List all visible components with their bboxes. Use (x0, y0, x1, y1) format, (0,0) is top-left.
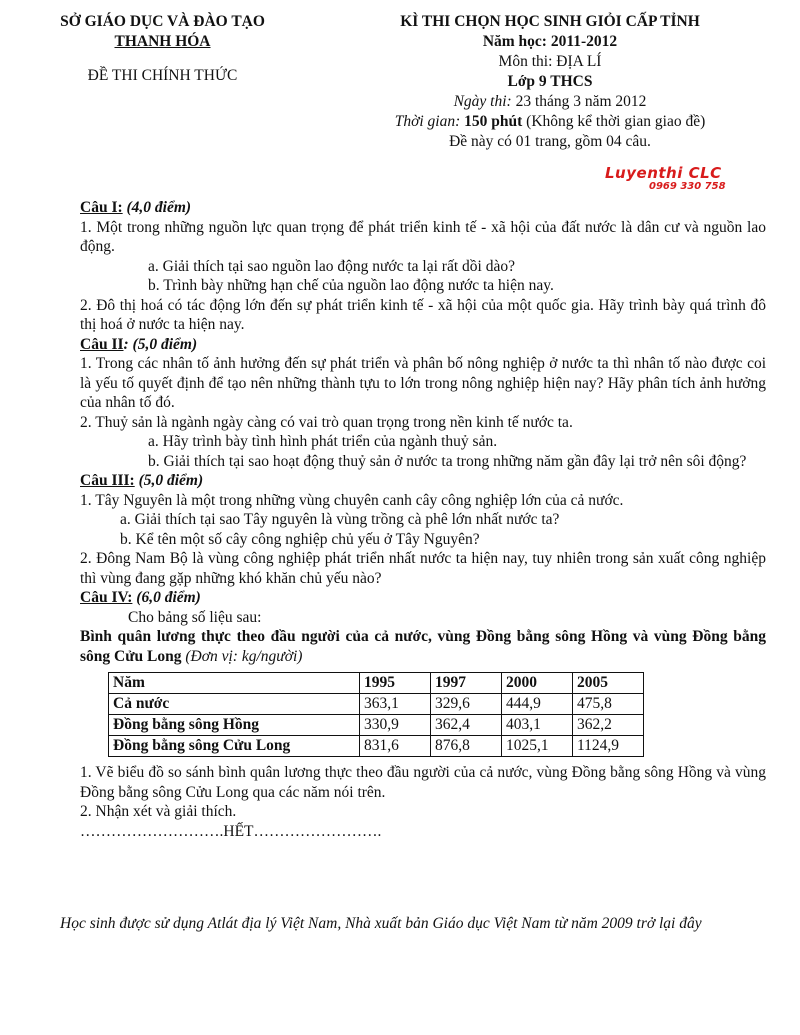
question-1-part-2: 2. Đô thị hoá có tác động lớn đến sự phát triển kinh tế - xã hội của một quốc gia. Hãy trình bày quá trình đô thị hoá ở nước ta hiện nay. (80, 296, 766, 333)
table-cell: 1124,9 (573, 736, 644, 757)
table-header-cell: 2000 (502, 673, 573, 694)
table-header-cell: 1997 (431, 673, 502, 694)
question-1-heading (80, 198, 766, 218)
question-3-points: (5,0 điểm) (134, 472, 204, 489)
table-caption (80, 627, 766, 666)
question-4-intro: Cho bảng số liệu sau: (128, 608, 262, 626)
table-cell: 362,2 (573, 715, 644, 736)
question-2-part-2: 2. Thuỷ sản là ngành ngày càng có vai trò quan trọng trong nền kinh tế nước ta. (80, 413, 573, 431)
header-left (40, 12, 285, 86)
question-3-part-1b: b. Kể tên một số cây công nghiệp chủ yếu ở Tây Nguyên? (120, 530, 480, 548)
pages-note: Đề này có 01 trang, gồm 04 câu. (449, 133, 651, 150)
table-cell: 362,4 (431, 715, 502, 736)
question-4-label: Câu IV: (80, 589, 133, 606)
question-4-task-1: 1. Vẽ biểu đồ so sánh bình quân lương thực theo đầu người của cả nước, vùng Đồng bằng sông Hồng và vùng Đồng bằng sông Cửu Long qua các năm nói trên. (80, 764, 766, 801)
official-label: ĐỀ THI CHÍNH THỨC (87, 67, 238, 84)
table-cell: Đồng bằng sông Hồng (109, 715, 360, 736)
table-header-cell: 1995 (360, 673, 431, 694)
grade: Lớp 9 THCS (507, 73, 593, 90)
question-1-points: (4,0 điểm) (122, 199, 192, 216)
table-cell: 1025,1 (502, 736, 573, 757)
time-note: (Không kể thời gian giao đề) (522, 113, 706, 130)
table-cell: 363,1 (360, 694, 431, 715)
question-3-part-1: 1. Tây Nguyên là một trong những vùng chuyên canh cây công nghiệp lớn của cả nước. (80, 491, 624, 509)
question-3-label: Câu III: (80, 472, 135, 489)
table-row (109, 694, 644, 715)
exam-body (80, 198, 766, 841)
question-2-points: : (5,0 điểm) (123, 335, 198, 353)
table-header-row (109, 673, 644, 694)
school-year: Năm học: 2011-2012 (482, 33, 618, 50)
table-cell: 403,1 (502, 715, 573, 736)
department-name: SỞ GIÁO DỤC VÀ ĐÀO TẠO (60, 13, 265, 30)
question-1-label: Câu I: (80, 199, 123, 216)
table-cell: Đồng bằng sông Cửu Long (109, 736, 360, 757)
question-3-part-2: 2. Đông Nam Bộ là vùng công nghiệp phát triển nhất nước ta hiện nay, tuy nhiên trong sản xuất công nghiệp thì vùng đang gặp những khó khăn chủ yếu nào? (80, 550, 766, 587)
table-cell: Cả nước (109, 694, 360, 715)
question-2-part-2b-text: b. Giải thích tại sao hoạt động thuỷ sản ở nước ta trong những năm gần đây lại trở nên sôi động? (148, 452, 747, 470)
watermark-phone: 0969 330 758 (649, 181, 726, 192)
question-2-part-2b (80, 452, 766, 472)
time-label: Thời gian: (394, 113, 461, 130)
question-2-part-2a: a. Hãy trình bày tình hình phát triển của ngành thuỷ sản. (148, 433, 498, 450)
question-2-label: Câu II (80, 335, 124, 353)
exam-duration (335, 112, 765, 132)
table-cell: 831,6 (360, 736, 431, 757)
table-cell: 876,8 (431, 736, 502, 757)
table-cell: 475,8 (573, 694, 644, 715)
table-header-cell: 2005 (573, 673, 644, 694)
header-right (335, 12, 765, 152)
table-cell: 329,6 (431, 694, 502, 715)
time-value: 150 phút (460, 113, 523, 130)
question-1-part-1b: b. Trình bày những hạn chế của nguồn lao động nước ta hiện nay. (148, 277, 554, 294)
question-4-heading (80, 588, 766, 608)
question-1-part-1: 1. Một trong những nguồn lực quan trọng để phát triển kinh tế - xã hội của đất nước là dân cư và nguồn lao động. (80, 218, 766, 255)
end-marker: ……………………….HẾT……………………. (80, 822, 382, 840)
subject: Môn thi: ĐỊA LÍ (498, 53, 602, 70)
date-value: 23 tháng 3 năm 2012 (511, 93, 647, 110)
table-row (109, 736, 644, 757)
exam-title: KÌ THI CHỌN HỌC SINH GIỎI CẤP TỈNH (400, 13, 700, 30)
exam-date (335, 92, 765, 112)
question-2-part-1: 1. Trong các nhân tố ảnh hưởng đến sự phát triển và phân bố nông nghiệp ở nước ta thì nhân tố nào được coi là yếu tố quyết định để tạo nên những thành tựu to lớn trong nông nghiệp hiện nay? Hãy phân tích ảnh hưởng của nhân tố đó. (80, 355, 766, 411)
watermark-name: Luyenthi CLC (605, 164, 722, 182)
table-cell: 444,9 (502, 694, 573, 715)
data-table (108, 672, 644, 757)
question-4-points: (6,0 điểm) (132, 589, 201, 606)
question-3-heading (80, 471, 766, 491)
date-label: Ngày thi: (453, 93, 512, 110)
question-4-task-2: 2. Nhận xét và giải thích. (80, 803, 237, 820)
question-2-heading (80, 335, 766, 355)
table-cell: 330,9 (360, 715, 431, 736)
question-3-part-1a: a. Giải thích tại sao Tây nguyên là vùng trồng cà phê lớn nhất nước ta? (120, 511, 560, 528)
watermark (605, 166, 726, 194)
table-header-cell: Năm (109, 673, 360, 694)
province-name: THANH HÓA (114, 33, 211, 50)
question-1-part-1a: a. Giải thích tại sao nguồn lao động nước ta lại rất dồi dào? (148, 257, 515, 275)
table-row (109, 715, 644, 736)
footer-note: Học sinh được sử dụng Atlát địa lý Việt Nam, Nhà xuất bản Giáo dục Việt Nam từ năm 2009 trở lại đây (60, 915, 702, 932)
table-unit: (Đơn vị: kg/người) (181, 647, 303, 665)
table-caption-text: Bình quân lương thực theo đầu người của cả nước, vùng Đồng bằng sông Hồng và vùng Đồng bằng sông Cửu Long (80, 628, 766, 665)
